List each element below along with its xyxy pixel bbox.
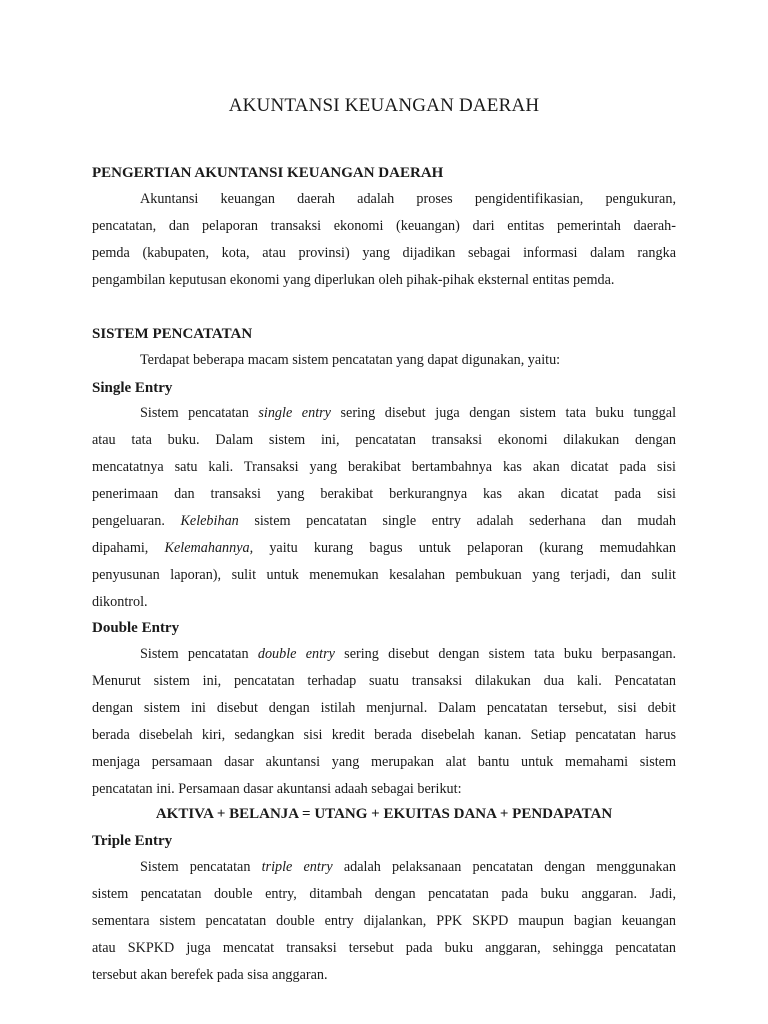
text-line: atau SKPKD juga mencatat transaksi tersebut pada buku anggaran, sehingga pencatatan (92, 940, 676, 956)
text-line: sistem pencatatan double entry, ditambah dengan pencatatan pada buku anggaran. Jadi, (92, 886, 676, 902)
section-heading-pengertian: PENGERTIAN AKUNTANSI KEUANGAN DAERAH (92, 165, 444, 181)
text-line: Akuntansi keuangan daerah adalah proses pengidentifikasian, pengukuran, (140, 191, 676, 207)
subheading-double-entry: Double Entry (92, 620, 180, 636)
document-page (92, 0, 676, 1024)
text-line: Sistem pencatatan triple entry adalah pelaksanaan pencatatan dengan menggunakan (140, 859, 677, 875)
text-line: Terdapat beberapa macam sistem pencatatan yang dapat digunakan, yaitu: (140, 352, 561, 368)
emphasis-term: double entry (257, 646, 335, 662)
text-line: penyusunan laporan), sulit untuk menemukan kesalahan pembukuan yang terjadi, dan sulit (92, 567, 676, 583)
text-line: menjaga persamaan dasar akuntansi yang merupakan alat bantu untuk memahami sistem (92, 754, 676, 770)
text-line: pencatatan, dan pelaporan transaksi ekonomi (keuangan) dari entitas pemerintah daerah- (92, 218, 676, 234)
text-line: dikontrol. (92, 594, 148, 610)
document-title: AKUNTANSI KEUANGAN DAERAH (228, 95, 540, 116)
subheading-single-entry: Single Entry (92, 380, 173, 396)
emphasis-term: single entry (258, 405, 331, 421)
text-line: berada disebelah kiri, sedangkan sisi kredit berada disebelah kanan. Setiap pencatatan harus (92, 727, 676, 743)
paragraph-intro (92, 347, 676, 374)
text-line: pemda (kabupaten, kota, atau provinsi) yang dijadikan sebagai informasi dalam rangka (92, 245, 676, 261)
text-line: Sistem pencatatan double entry sering disebut dengan sistem tata buku berpasangan. (140, 646, 677, 662)
text-line: pencatatan ini. Persamaan dasar akuntansi adaah sebagai berikut: (92, 781, 462, 797)
text-line: pengambilan keputusan ekonomi yang diperlukan oleh pihak-pihak eksternal entitas pemda. (92, 272, 615, 288)
emphasis-term: Kelebihan (180, 513, 239, 529)
text-line: Sistem pencatatan single entry sering disebut juga dengan sistem tata buku tunggal (140, 405, 677, 421)
text-line: mencatatnya satu kali. Transaksi yang berakibat bertambahnya kas akan dicatat pada sisi (92, 459, 676, 475)
subheading-triple-entry: Triple Entry (92, 833, 173, 849)
section-heading-sistem-pencatatan: SISTEM PENCATATAN (92, 326, 253, 342)
paragraph-pengertian (92, 186, 676, 294)
text-line: pengeluaran. Kelebihan sistem pencatatan single entry adalah sederhana dan mudah (92, 513, 676, 529)
text-line: penerimaan dan transaksi yang berakibat berkurangnya kas akan dicatat pada sisi (92, 486, 676, 502)
emphasis-term: Kelemahannya, (164, 540, 254, 556)
text-line: dengan sistem ini disebut dengan istilah menjurnal. Dalam pencatatan tersebut, sisi debit (92, 700, 676, 716)
text-line: tersebut akan berefek pada sisa anggaran. (92, 967, 328, 983)
text-line: atau tata buku. Dalam sistem ini, pencatatan transaksi ekonomi dilakukan dengan (92, 432, 676, 448)
accounting-equation: AKTIVA + BELANJA = UTANG + EKUITAS DANA + PENDAPATAN (155, 806, 613, 822)
text-line: sementara sistem pencatatan double entry dijalankan, PPK SKPD maupun bagian keuangan (92, 913, 676, 929)
paragraph-double-entry (92, 641, 676, 803)
text-line: Menurut sistem ini, pencatatan terhadap suatu transaksi dilakukan dua kali. Pencatatan (92, 673, 676, 689)
paragraph-triple-entry (92, 854, 676, 989)
paragraph-single-entry (92, 400, 676, 616)
emphasis-term: triple entry (261, 859, 333, 875)
text-line: dipahami, Kelemahannya, yaitu kurang bagus untuk pelaporan (kurang memudahkan (92, 540, 676, 556)
